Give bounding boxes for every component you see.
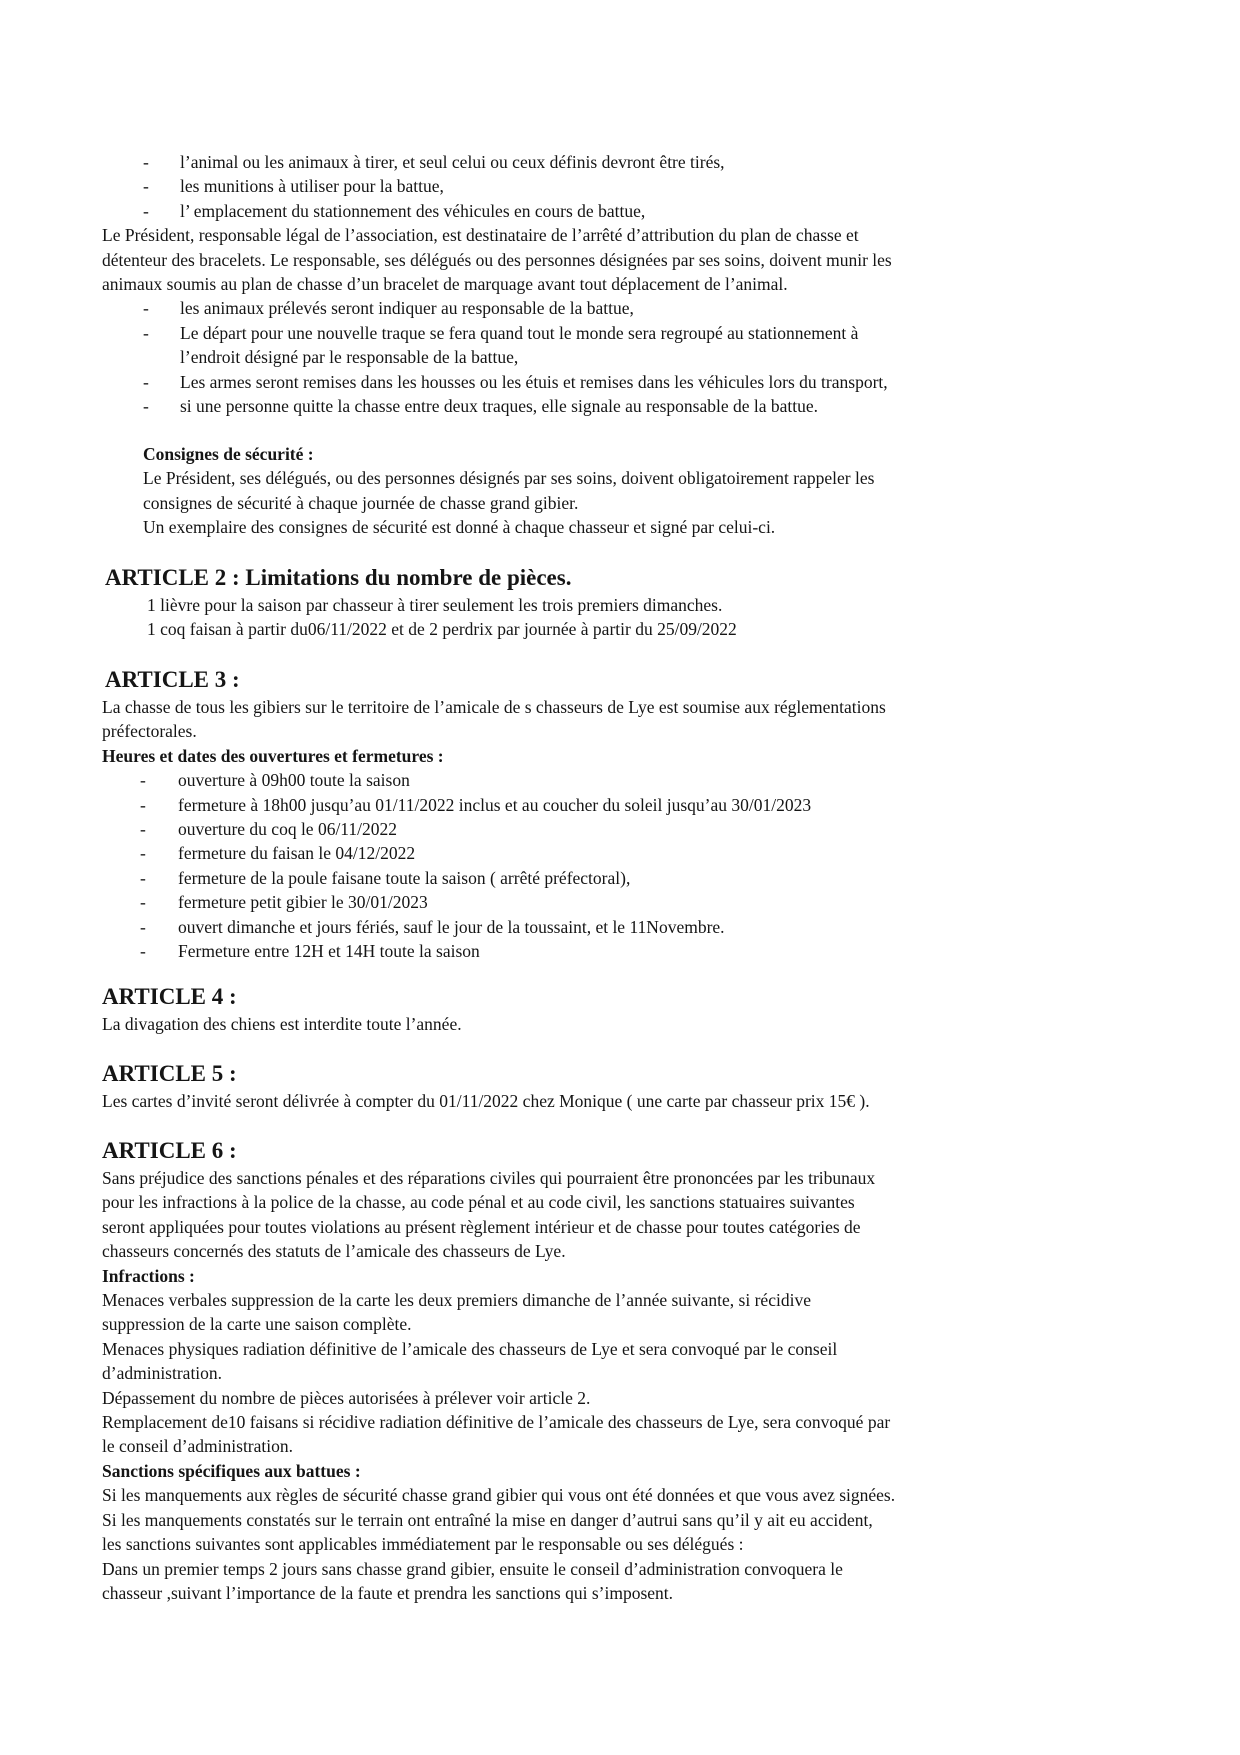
article-2-section [102,563,1142,642]
list-item: - l’animal ou les animaux à tirer, et seul celui ou ceux définis devront être tirés, [102,150,1142,174]
list-item [102,321,1142,370]
article-6-line: pour les infractions à la police de la chasse, au code pénal et au code civil, les sanctions statuaires suivantes [102,1192,855,1213]
infractions-line: suppression de la carte une saison complète. [102,1314,412,1335]
list-item: - fermeture petit gibier le 30/01/2023 [102,890,1142,914]
article-6-line: seront appliquées pour toutes violations au présent règlement intérieur et de chasse pour toutes catégories de [102,1216,861,1237]
sanctions-line: chasseur ,suivant l’importance de la faute et prendra les sanctions qui s’imposent. [102,1582,674,1603]
article-3-heading: ARTICLE 3 : [105,667,240,692]
securite-title: Consignes de sécurité : [143,444,314,464]
article-2-heading: ARTICLE 2 : Limitations du nombre de pièces. [105,565,572,590]
list-item: - fermeture de la poule faisane toute la saison ( arrêté préfectoral), [102,866,1142,890]
list-item: - ouverture du coq le 06/11/2022 [102,817,1142,841]
article-6-section [102,1136,1142,1605]
infractions-line: le conseil d’administration. [102,1436,293,1457]
list-item: - ouvert dimanche et jours fériés, sauf le jour de la toussaint, et le 11Novembre. [102,915,1142,939]
sanctions-line: Si les manquements aux règles de sécurité chasse grand gibier qui vous ont été données et que vous avez signées. [102,1485,896,1506]
president-line: détenteur des bracelets. Le responsable, ses délégués ou des personnes désignées par ses soins, doivent munir les [102,249,892,270]
article-3-line: préfectorales. [102,721,197,742]
president-line: Le Président, responsable légal de l’association, est destinataire de l’arrêté d’attribution du plan de chasse et [102,225,859,246]
president-line: animaux soumis au plan de chasse d’un bracelet de marquage avant tout déplacement de l’animal. [102,274,788,295]
sanctions-title: Sanctions spécifiques aux battues : [102,1460,361,1481]
securite-section [143,442,1183,540]
sanctions-line: Dans un premier temps 2 jours sans chasse grand gibier, ensuite le conseil d’administration convoquera le [102,1558,843,1579]
list-item: - l’ emplacement du stationnement des véhicules en cours de battue, [102,199,1142,223]
infractions-line: Dépassement du nombre de pièces autorisées à prélever voir article 2. [102,1387,591,1408]
intro-section [102,150,1142,418]
securite-line: Le Président, ses délégués, ou des personnes désignés par ses soins, doivent obligatoirement rappeler les [143,468,875,489]
article-3-line: La chasse de tous les gibiers sur le territoire de l’amicale de s chasseurs de Lye est soumise aux réglementations [102,697,886,717]
securite-line: consignes de sécurité à chaque journée de chasse grand gibier. [143,492,579,513]
article-3-subheading: Heures et dates des ouvertures et fermetures : [102,745,444,766]
article-5-section [102,1059,1142,1113]
list-item: - les munitions à utiliser pour la battue, [102,174,1142,198]
article-5-heading: ARTICLE 5 : [102,1061,237,1086]
article-4-line: La divagation des chiens est interdite toute l’année. [102,1014,462,1034]
infractions-line: Menaces verbales suppression de la carte les deux premiers dimanche de l’année suivante, si récidive [102,1290,811,1311]
list-item: - ouverture à 09h00 toute la saison [102,768,1142,792]
list-item: - Les armes seront remises dans les housses ou les étuis et remises dans les véhicules lors du transport, [102,370,1142,394]
battue-bullet-list [102,296,1142,418]
list-item: - si une personne quitte la chasse entre deux traques, elle signale au responsable de la battue. [102,394,1142,418]
intro-bullet-list [102,150,1142,223]
infractions-line: Remplacement de10 faisans si récidive radiation définitive de l’amicale des chasseurs de Lye, sera convoqué par [102,1412,891,1433]
list-item: - fermeture à 18h00 jusqu’au 01/11/2022 inclus et au coucher du soleil jusqu’au 30/01/2023 [102,793,1142,817]
article-6-heading: ARTICLE 6 : [102,1138,237,1163]
article-4-section [102,982,1142,1036]
list-item-line: l’endroit désigné par le responsable de la battue, [180,347,519,368]
infractions-line: Menaces physiques radiation définitive de l’amicale des chasseurs de Lye et sera convoqué par le conseil [102,1338,838,1359]
infractions-title: Infractions : [102,1265,195,1286]
sanctions-line: Si les manquements constatés sur le terrain ont entraîné la mise en danger d’autrui sans qu’il y ait eu accident, [102,1509,873,1530]
article-5-line: Les cartes d’invité seront délivrée à compter du 01/11/2022 chez Monique ( une carte par chasseur prix 15€ ). [102,1091,870,1111]
securite-line: Un exemplaire des consignes de sécurité est donné à chaque chasseur et signé par celui-ci. [143,517,776,538]
list-item: - les animaux prélevés seront indiquer au responsable de la battue, [102,296,1142,320]
sanctions-line: les sanctions suivantes sont applicables immédiatement par le responsable ou ses délégués : [102,1534,744,1555]
article-6-line: Sans préjudice des sanctions pénales et des réparations civiles qui pourraient être prononcées par les tribunaux [102,1168,876,1188]
list-item: - Fermeture entre 12H et 14H toute la saison [102,939,1142,963]
article-4-heading: ARTICLE 4 : [102,984,237,1009]
article-6-line: chasseurs concernés des statuts de l’amicale des chasseurs de Lye. [102,1241,566,1262]
list-item-line: Le départ pour une nouvelle traque se fera quand tout le monde sera regroupé au stationnement à [180,322,859,343]
list-item: - fermeture du faisan le 04/12/2022 [102,841,1142,865]
article-2-line: 1 lièvre pour la saison par chasseur à tirer seulement les trois premiers dimanches. [147,595,723,615]
article-2-line: 1 coq faisan à partir du06/11/2022 et de 2 perdrix par journée à partir du 25/09/2022 [147,619,737,640]
article-3-section [102,665,1142,963]
article-3-bullet-list [102,768,1142,963]
infractions-line: d’administration. [102,1363,223,1384]
